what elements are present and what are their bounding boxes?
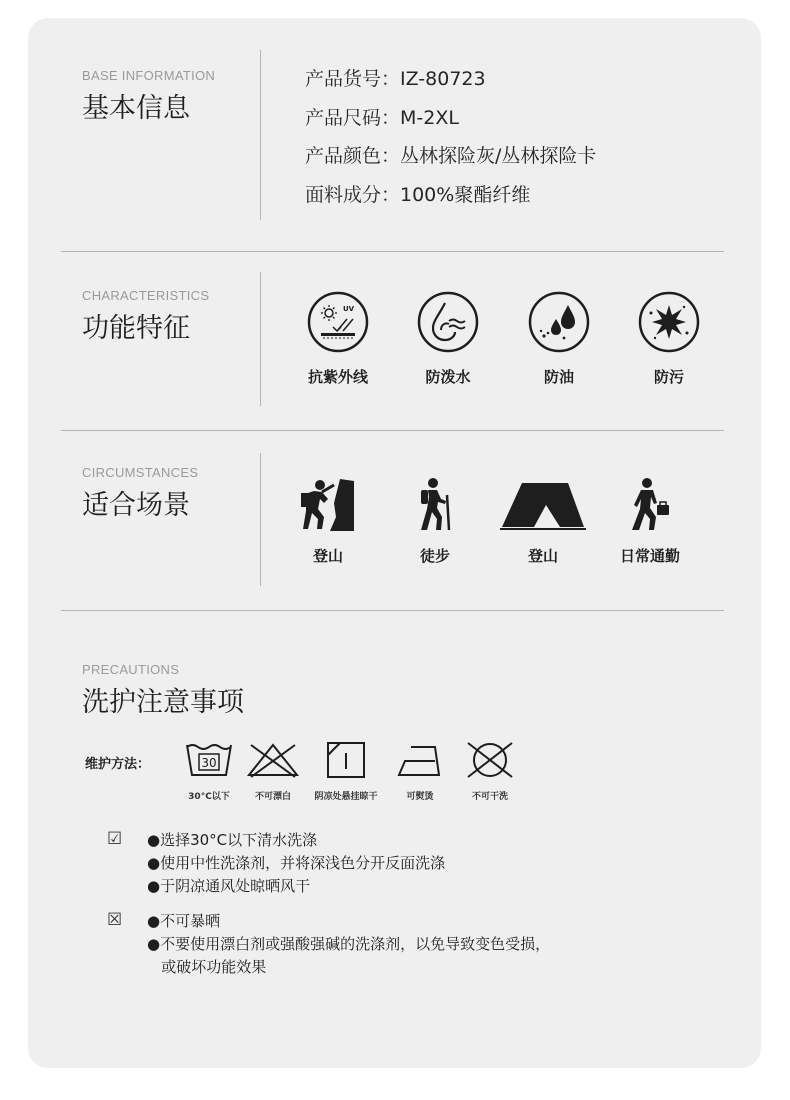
care-method-label: 维护方法： bbox=[85, 757, 151, 772]
feature-uv bbox=[283, 291, 393, 387]
care-symbol-label: 不可漂白 bbox=[254, 792, 291, 802]
care-do-item: ●于阴凉通风处晾晒风干 bbox=[147, 877, 311, 895]
feature-water bbox=[393, 291, 503, 387]
divider-vertical bbox=[260, 50, 261, 220]
scene-label: 日常通勤 bbox=[619, 547, 680, 565]
feature-label: 防泼水 bbox=[425, 368, 471, 386]
scene-climbing bbox=[273, 477, 383, 566]
basic-info-en-title: BASE INFORMATION bbox=[82, 68, 216, 83]
care-do-item: ●使用中性洗涤剂，并将深浅色分开反面洗涤 bbox=[147, 854, 446, 872]
product-fabric: 面料成分：100%聚酯纤维 bbox=[305, 184, 531, 206]
care-symbol-label: 不可干洗 bbox=[471, 792, 508, 802]
scene-label: 登山 bbox=[312, 547, 343, 565]
care-symbol-no-dry-clean bbox=[450, 741, 530, 802]
feature-stain bbox=[614, 291, 724, 387]
dos-checkbox-icon: ☑ bbox=[107, 829, 123, 849]
feature-label: 抗紫外线 bbox=[307, 368, 368, 386]
care-do-item: ●选择30°C以下清水洗涤 bbox=[147, 831, 318, 849]
care-dont-item: 或破坏功能效果 bbox=[147, 958, 267, 976]
uv-protection-icon bbox=[307, 291, 369, 353]
product-color: 产品颜色：丛林探险灰/丛林探险卡 bbox=[305, 145, 597, 167]
divider bbox=[61, 430, 724, 431]
features-en-title: CHARACTERISTICS bbox=[82, 288, 210, 303]
care-dont-item: ●不要使用漂白剂或强酸强碱的洗涤剂，以免导致变色受损， bbox=[147, 935, 551, 953]
svg-text:UV: UV bbox=[343, 305, 355, 313]
water-repellent-icon bbox=[417, 291, 479, 353]
no-dry-clean-icon bbox=[462, 741, 518, 779]
scenes-en-title: CIRCUMSTANCES bbox=[82, 465, 199, 480]
care-symbol-hang-dry bbox=[306, 741, 386, 802]
hiking-icon bbox=[415, 477, 455, 531]
scene-tent bbox=[488, 477, 598, 566]
iron-icon bbox=[395, 741, 445, 779]
wash-30-icon bbox=[184, 741, 234, 779]
product-sku: 产品货号：IZ-80723 bbox=[305, 68, 486, 90]
care-symbol-label: 30°C以下 bbox=[188, 792, 230, 802]
care-symbol-iron bbox=[380, 741, 460, 802]
donts-cross-icon: ☒ bbox=[107, 910, 123, 930]
care-dont-item: ●不可暴晒 bbox=[147, 912, 221, 930]
features-title: 功能特征 bbox=[82, 313, 190, 344]
stain-proof-icon bbox=[638, 291, 700, 353]
basic-info-title: 基本信息 bbox=[82, 93, 190, 124]
climbing-icon bbox=[300, 477, 356, 531]
feature-label: 防污 bbox=[653, 368, 684, 386]
scene-hiking bbox=[380, 477, 490, 566]
care-symbol-label: 可熨烫 bbox=[406, 792, 434, 802]
scene-commute bbox=[595, 477, 705, 566]
care-title: 洗护注意事项 bbox=[82, 687, 244, 718]
scene-label: 登山 bbox=[527, 547, 558, 565]
divider bbox=[61, 251, 724, 252]
commute-icon bbox=[627, 477, 673, 531]
oil-proof-icon bbox=[528, 291, 590, 353]
divider-vertical bbox=[260, 453, 261, 586]
shade-hang-dry-icon bbox=[324, 741, 368, 779]
tent-icon bbox=[500, 477, 586, 531]
divider-vertical bbox=[260, 272, 261, 406]
feature-oil bbox=[504, 291, 614, 387]
no-bleach-icon bbox=[245, 741, 301, 779]
divider bbox=[61, 610, 724, 611]
wash-temp-value: 30 bbox=[201, 756, 217, 770]
care-en-title: PRECAUTIONS bbox=[82, 662, 180, 677]
scenes-title: 适合场景 bbox=[82, 490, 190, 521]
product-size: 产品尺码：M-2XL bbox=[305, 107, 459, 129]
feature-label: 防油 bbox=[543, 368, 574, 386]
care-symbol-label: 阴凉处悬挂晾干 bbox=[314, 792, 378, 802]
care-symbol-no-bleach bbox=[233, 741, 313, 802]
scene-label: 徒步 bbox=[419, 547, 450, 565]
